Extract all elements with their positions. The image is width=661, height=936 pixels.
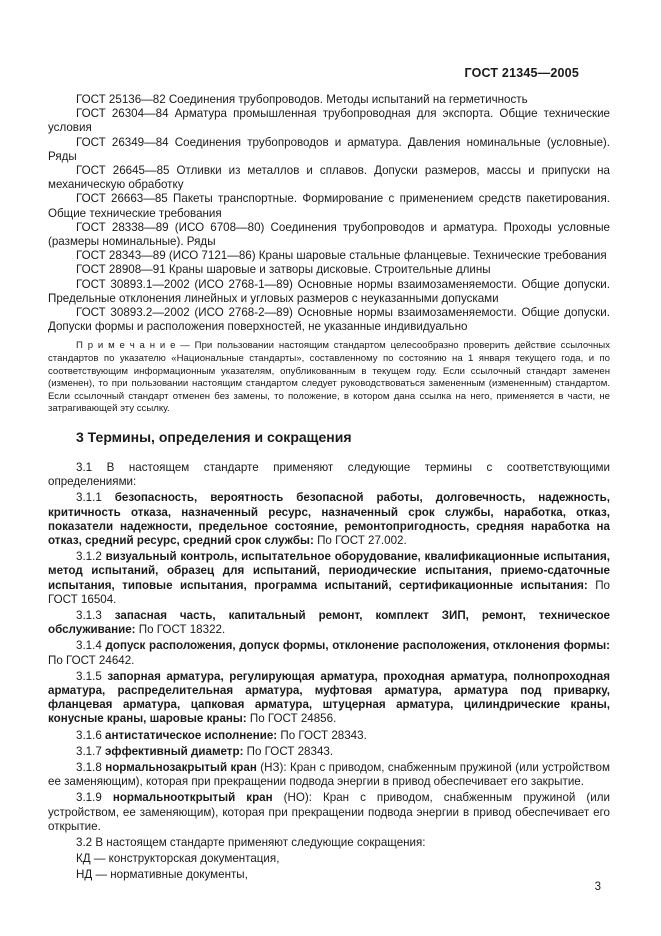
reference-item: ГОСТ 28338—89 (ИСО 6708—80) Соединения трубопроводов и арматура. Проходы условные (размеры номинальные). Ряды — [48, 220, 610, 249]
term-number: 3.1.9 — [76, 791, 102, 805]
term-number: 3.1.5 — [76, 669, 102, 683]
term-definition: По ГОСТ 16504. — [48, 578, 610, 606]
term-number: 3.1.7 — [76, 744, 102, 758]
term-number: 3.1.4 — [76, 639, 102, 653]
term-names: безопасность, вероятность безопасной работы, долговечность, надежность, критичность отказа, назначенный ресурс, назначенный срок службы, наработка, отказ, показатели надежности, предельное состояние, ремонтопригодность, средняя наработка на отказ, средний ресурс, средний срок службы: — [48, 491, 610, 548]
term-names: нормальнозакрытый кран — [105, 761, 257, 775]
document-code: ГОСТ 21345—2005 — [464, 66, 579, 80]
section-title: 3 Термины, определения и сокращения — [76, 429, 352, 445]
term-definition: По ГОСТ 28343. — [280, 728, 367, 742]
term-item — [48, 761, 610, 789]
term-item — [48, 639, 610, 667]
term-item — [48, 670, 610, 727]
term-names: антистатическое исполнение: — [105, 728, 278, 742]
reference-item: ГОСТ 28343—89 (ИСО 7121—86) Краны шаровые стальные фланцевые. Технические требования — [76, 249, 607, 263]
abbreviation-item: КД — конструкторская документация, — [76, 852, 280, 866]
term-definition: (НО): Кран с приводом, снабженным пружиной (или устройством, ее заменяющим), которая при прекращении подвода энергии в привод обеспечивает его открытие. — [48, 791, 610, 833]
term-number: 3.1.6 — [76, 728, 102, 742]
reference-item: ГОСТ 26304—84 Арматура промышленная трубопроводная для экспорта. Общие технические условия — [48, 107, 610, 135]
term-definition: По ГОСТ 24642. — [48, 653, 135, 667]
term-names: запорная арматура, регулирующая арматура, проходная арматура, полнопроходная арматура, распределительная арматура, муфтовая арматура, арматура под приварку, фланцевая арматура, цапковая арматура, штуцерная арматура, цилиндрические краны, конусные краны, шаровые краны: — [48, 669, 610, 726]
term-definition: По ГОСТ 18322. — [138, 623, 226, 637]
term-definition: По ГОСТ 24856. — [249, 712, 337, 726]
term-definition: (НЗ): Кран с приводом, снабженным пружиной (или устройством ее заменяющим), которая при прекращении подвода энергии в привод обеспечивает его закрытие. — [48, 761, 610, 789]
term-item — [48, 491, 610, 548]
reference-item: ГОСТ 25136—82 Соединения трубопроводов. Методы испытаний на герметичность — [76, 93, 528, 106]
abbreviations-intro: 3.2 В настоящем стандарте применяют следующие сокращения: — [76, 836, 426, 850]
reference-item: ГОСТ 26349—84 Соединения трубопроводов и арматура. Давления номинальные (условные). Ряды — [48, 135, 610, 163]
reference-item: ГОСТ 26645—85 Отливки из металлов и сплавов. Допуски размеров, массы и припуски на механическую обработку — [48, 164, 610, 192]
term-number: 3.1.8 — [76, 761, 102, 775]
term-number: 3.1.2 — [76, 550, 102, 564]
reference-item: ГОСТ 28908—91 Краны шаровые и затворы дисковые. Строительные длины — [76, 263, 491, 277]
terms-intro: 3.1 В настоящем стандарте применяют следующие термины с соответствующими определениями: — [48, 461, 610, 489]
reference-item: ГОСТ 30893.2—2002 (ИСО 2768-2—89) Основные нормы взаимозаменяемости. Общие допуски. Допуски формы и расположения поверхностей, не указанные индивидуально — [48, 306, 610, 334]
term-item — [48, 609, 610, 637]
term-item — [48, 729, 610, 743]
term-number: 3.1.3 — [76, 609, 102, 623]
term-item — [48, 791, 610, 834]
term-names: нормальнооткрытый кран — [112, 791, 273, 805]
abbreviation-item: НД — нормативные документы, — [76, 868, 248, 882]
term-names: эффективный диаметр: — [105, 744, 244, 758]
term-names: визуальный контроль, испытательное оборудование, квалификационные испытания, метод испытаний, образец для испытаний, периодические испытания, приемо-сдаточные испытания, типовые испытания, программа испытаний, сертификационные испытания: — [48, 550, 610, 592]
note: П р и м е ч а н и е — При пользовании настоящим стандартом целесообразно проверить действие ссылочных стандартов по указателю «Национальные стандарты», составленному по состоянию на 1 января текущего года, и по соответствующим информационным указателям, опубликованным в текущем году. Если ссылочный стандарт заменен (изменен), то при пользовании настоящим стандартом следует руководствоваться замененным (измененным) стандартом. Если ссылочный стандарт отменен без замены, то положение, в котором дана ссылка на него, применяется в части, не затрагивающей эту ссылку. — [48, 340, 610, 415]
reference-item: ГОСТ 26663—85 Пакеты транспортные. Формирование с применением средств пакетирования. Общие технические требования — [48, 192, 610, 220]
terms-section — [48, 461, 610, 885]
reference-item: ГОСТ 30893.1—2002 (ИСО 2768-1—89) Основные нормы взаимозаменяемости. Общие допуски. Предельные отклонения линейных и угловых размеров с неуказанными допусками — [48, 277, 610, 305]
term-definition: По ГОСТ 27.002. — [317, 534, 407, 548]
normative-references — [48, 93, 610, 416]
term-names: допуск расположения, допуск формы, отклонение расположения, отклонения формы: — [105, 639, 610, 653]
term-item — [48, 550, 610, 607]
term-names: запасная часть, капитальный ремонт, комплект ЗИП, ремонт, техническое обслуживание: — [48, 609, 610, 637]
term-item — [48, 745, 610, 759]
page-number: 3 — [594, 881, 601, 893]
term-number: 3.1.1 — [76, 491, 102, 505]
term-definition: По ГОСТ 28343. — [246, 744, 334, 758]
